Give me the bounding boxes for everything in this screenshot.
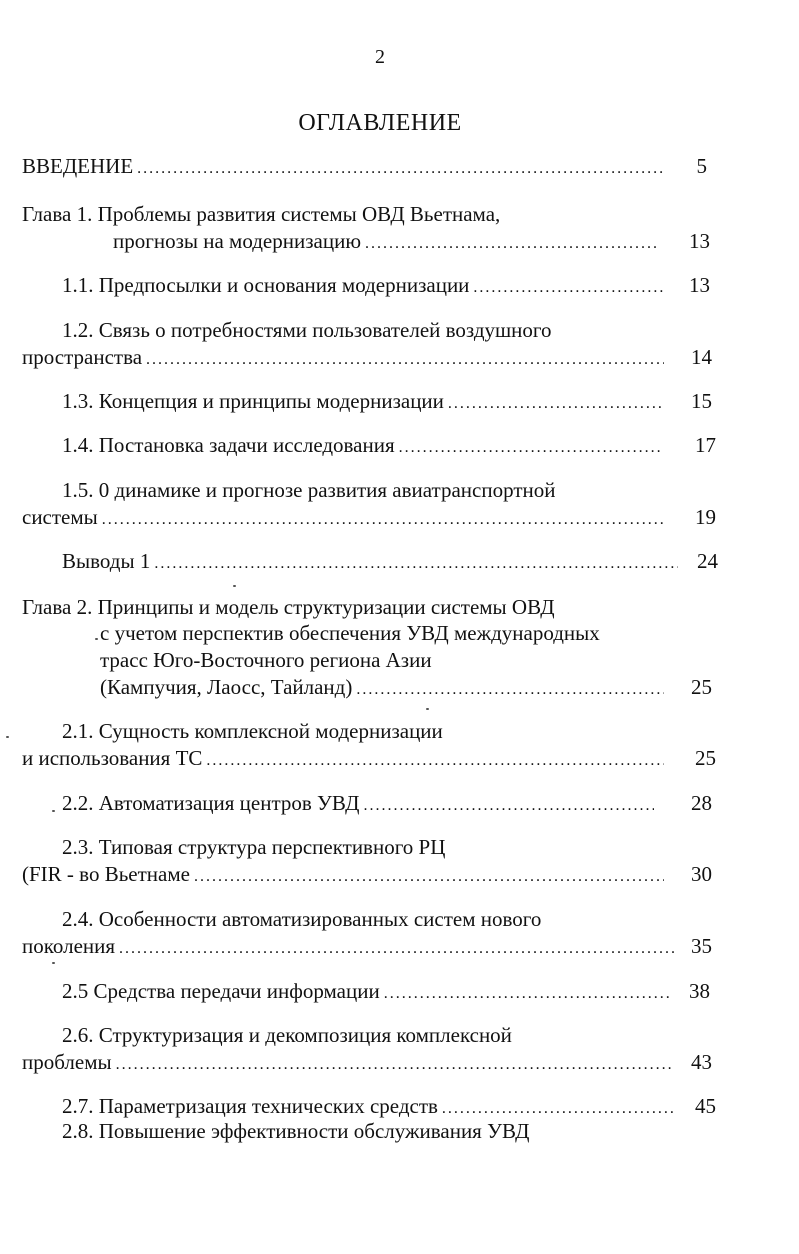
toc-entry-1-2-line-2[interactable] (22, 344, 668, 373)
scan-speck (426, 708, 429, 710)
toc-entry-conclusions-1[interactable] (62, 548, 682, 577)
leader-dots (399, 435, 662, 461)
toc-entry-text: 2.2. Автоматизация центров УВД (62, 791, 360, 815)
leader-dots (206, 748, 664, 774)
toc-entry-chapter-2-line-3[interactable]: трасс Юго-Восточного региона Азии (100, 648, 432, 672)
toc-entry-text: пространства (22, 345, 143, 369)
toc-entry-chapter-1-line-1[interactable]: Глава 1. Проблемы развития системы ОВД Вьетнама, (22, 202, 501, 226)
toc-entry-2-6-line-1[interactable]: 2.6. Структуризация и декомпозиция комплексной (62, 1023, 512, 1047)
leader-dots (448, 391, 662, 417)
toc-page-number: 35 (691, 934, 712, 958)
toc-entry-2-3-line-1[interactable]: 2.3. Типовая структура перспективного РЦ (62, 835, 446, 859)
toc-page-number: 25 (691, 675, 712, 699)
toc-page-number: 17 (695, 433, 716, 457)
toc-page-number: 24 (697, 549, 718, 573)
toc-entry-text: поколения (22, 934, 116, 958)
scan-speck (233, 585, 236, 587)
toc-page-number: 19 (695, 505, 716, 529)
toc-entry-2-3-line-2[interactable] (22, 861, 668, 890)
toc-page-number: 30 (691, 862, 712, 886)
leader-dots (356, 677, 664, 703)
toc-entry-text: проблемы (22, 1050, 112, 1074)
scan-speck (52, 962, 55, 964)
toc-entry-chapter-2-line-1[interactable]: Глава 2. Принципы и модель структуризации системы ОВД (22, 595, 555, 619)
toc-entry-2-1-line-1[interactable]: 2.1. Сущность комплексной модернизации (62, 719, 443, 743)
leader-dots (363, 793, 654, 819)
toc-entry-chapter-1-line-2[interactable] (113, 228, 663, 257)
toc-entry-introduction[interactable] (22, 153, 668, 182)
leader-dots (473, 275, 664, 301)
toc-page-number: 13 (689, 229, 710, 253)
toc-page-number: 45 (695, 1094, 716, 1118)
toc-entry-1-4[interactable] (62, 432, 666, 461)
leader-dots (194, 864, 664, 890)
toc-entry-text: 1.3. Концепция и принципы модернизации (62, 389, 444, 413)
toc-entry-text: и использования ТС (22, 746, 203, 770)
leader-dots (365, 231, 659, 257)
toc-entry-text: 2.7. Параметризация технических средств (62, 1094, 438, 1118)
toc-page-number: 28 (691, 791, 712, 815)
leader-dots (116, 1052, 674, 1078)
toc-page-number: 38 (689, 979, 710, 1003)
toc-entry-1-5-line-2[interactable] (22, 504, 668, 533)
toc-entry-2-5[interactable] (62, 978, 674, 1007)
toc-title: ОГЛАВЛЕНИЕ (298, 110, 462, 136)
toc-entry-text: Выводы 1 (62, 549, 151, 573)
toc-page-number: 15 (691, 389, 712, 413)
toc-entry-1-2-line-1[interactable]: 1.2. Связь о потребностями пользователей воздушного (62, 318, 552, 342)
leader-dots (154, 551, 678, 577)
toc-entry-chapter-2-line-2[interactable]: с учетом перспектив обеспечения УВД международных (100, 621, 600, 645)
toc-entry-chapter-2-line-4[interactable] (100, 674, 668, 703)
scan-speck (6, 736, 9, 738)
toc-page-number: 14 (691, 345, 712, 369)
toc-entry-2-2[interactable] (62, 790, 658, 819)
toc-entry-text: ВВЕДЕНИЕ (22, 154, 134, 178)
leader-dots (119, 936, 674, 962)
toc-entry-1-5-line-1[interactable]: 1.5. 0 динамике и прогнозе развития авиатранспортной (62, 478, 556, 502)
toc-entry-text: системы (22, 505, 98, 529)
leader-dots (102, 507, 664, 533)
toc-entry-2-8[interactable]: 2.8. Повышение эффективности обслуживания УВД (62, 1119, 530, 1143)
toc-entry-2-4-line-2[interactable] (22, 933, 678, 962)
toc-page-number: 25 (695, 746, 716, 770)
toc-page-number: 43 (691, 1050, 712, 1074)
leader-dots (137, 156, 664, 182)
toc-entry-text: прогнозы на модернизацию (113, 229, 362, 253)
toc-entry-1-1[interactable] (62, 272, 668, 301)
toc-entry-2-1-line-2[interactable] (22, 745, 668, 774)
toc-entry-text: (Кампучия, Лаосс, Тайланд) (100, 675, 353, 699)
toc-page-number: 5 (696, 154, 707, 178)
toc-entry-2-6-line-2[interactable] (22, 1049, 678, 1078)
toc-entry-text: 2.5 Средства передачи информации (62, 979, 380, 1003)
toc-entry-1-3[interactable] (62, 388, 666, 417)
toc-entry-text: 1.1. Предпосылки и основания модернизации (62, 273, 470, 297)
leader-dots (384, 981, 670, 1007)
page-number: 2 (375, 46, 385, 68)
leader-dots (146, 347, 664, 373)
toc-entry-2-4-line-1[interactable]: 2.4. Особенности автоматизированных систем нового (62, 907, 542, 931)
toc-entry-text: 1.4. Постановка задачи исследования (62, 433, 395, 457)
scan-speck (52, 810, 55, 812)
scan-speck (95, 638, 98, 640)
toc-entry-text: (FIR - во Вьетнаме (22, 862, 190, 886)
toc-page-number: 13 (689, 273, 710, 297)
